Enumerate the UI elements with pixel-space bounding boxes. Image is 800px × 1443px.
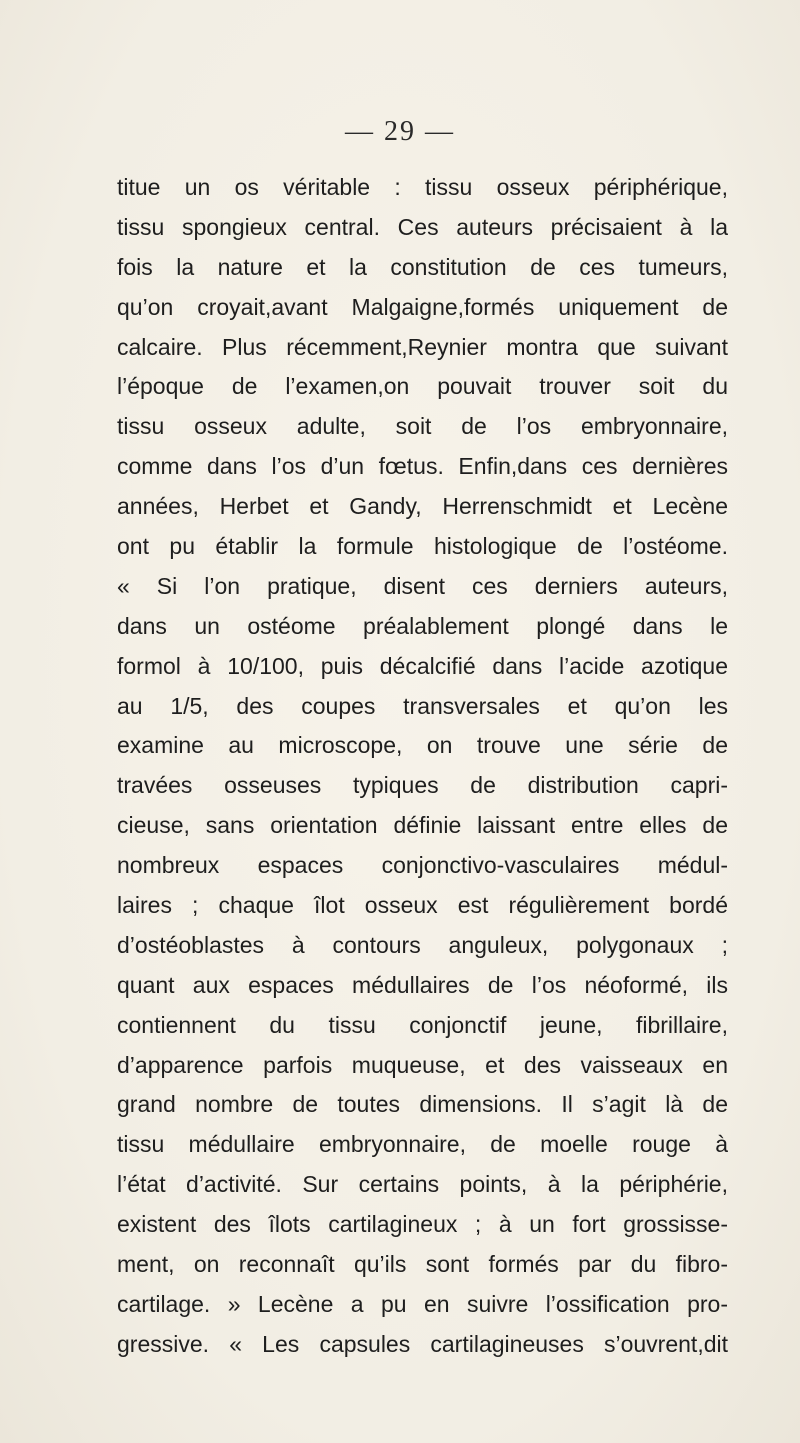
text-line: travées osseuses typiques de distribution capri- (117, 772, 728, 799)
text-line: dans un ostéome préalablement plongé dans le (117, 612, 728, 639)
text-line: contiennent du tissu conjonctif jeune, fibrillaire, (117, 1011, 728, 1038)
text-line: calcaire. Plus récemment,Reynier montra que suivant (117, 333, 728, 360)
text-line: comme dans l’os d’un fœtus. Enfin,dans ces dernières (117, 453, 728, 480)
text-line: l’époque de l’examen,on pouvait trouver soit du (117, 373, 728, 400)
text-line: tissu médullaire embryonnaire, de moelle rouge à (117, 1131, 728, 1158)
text-line: tissu osseux adulte, soit de l’os embryonnaire, (117, 413, 728, 440)
text-line: quant aux espaces médullaires de l’os néoformé, ils (117, 971, 728, 998)
body-text (117, 168, 728, 1365)
text-line: existent des îlots cartilagineux ; à un fort grossisse- (117, 1211, 728, 1238)
text-line: cieuse, sans orientation définie laissant entre elles de (117, 812, 728, 839)
text-line: titue un os véritable : tissu osseux périphérique, (117, 174, 728, 200)
text-line: « Si l’on pratique, disent ces derniers auteurs, (117, 572, 728, 599)
text-line: examine au microscope, on trouve une série de (117, 732, 728, 759)
text-line: au 1/5, des coupes transversales et qu’on les (117, 692, 728, 719)
page-number: — 29 — (345, 116, 455, 147)
text-line: l’état d’activité. Sur certains points, à la périphérie, (117, 1171, 728, 1198)
text-line: fois la nature et la constitution de ces tumeurs, (117, 253, 728, 280)
text-line: cartilage. » Lecène a pu en suivre l’ossification pro- (117, 1290, 728, 1317)
text-line: d’ostéoblastes à contours anguleux, polygonaux ; (117, 931, 728, 958)
text-line: nombreux espaces conjonctivo-vasculaires médul- (117, 852, 728, 879)
text-line: gressive. « Les capsules cartilagineuses s’ouvrent,dit (117, 1330, 728, 1357)
text-line: ont pu établir la formule histologique de l’ostéome. (117, 533, 728, 560)
text-line: grand nombre de toutes dimensions. Il s’agit là de (117, 1091, 728, 1118)
text-line: années, Herbet et Gandy, Herrenschmidt et Lecène (117, 493, 728, 520)
text-line: d’apparence parfois muqueuse, et des vaisseaux en (117, 1051, 728, 1078)
text-line: tissu spongieux central. Ces auteurs précisaient à la (117, 213, 728, 240)
text-line: laires ; chaque îlot osseux est régulièrement bordé (117, 892, 728, 919)
text-line: formol à 10/100, puis décalcifié dans l’acide azotique (117, 652, 728, 679)
text-line: ment, on reconnaît qu’ils sont formés par du fibro- (117, 1251, 728, 1278)
text-line: qu’on croyait,avant Malgaigne,formés uniquement de (117, 293, 728, 320)
